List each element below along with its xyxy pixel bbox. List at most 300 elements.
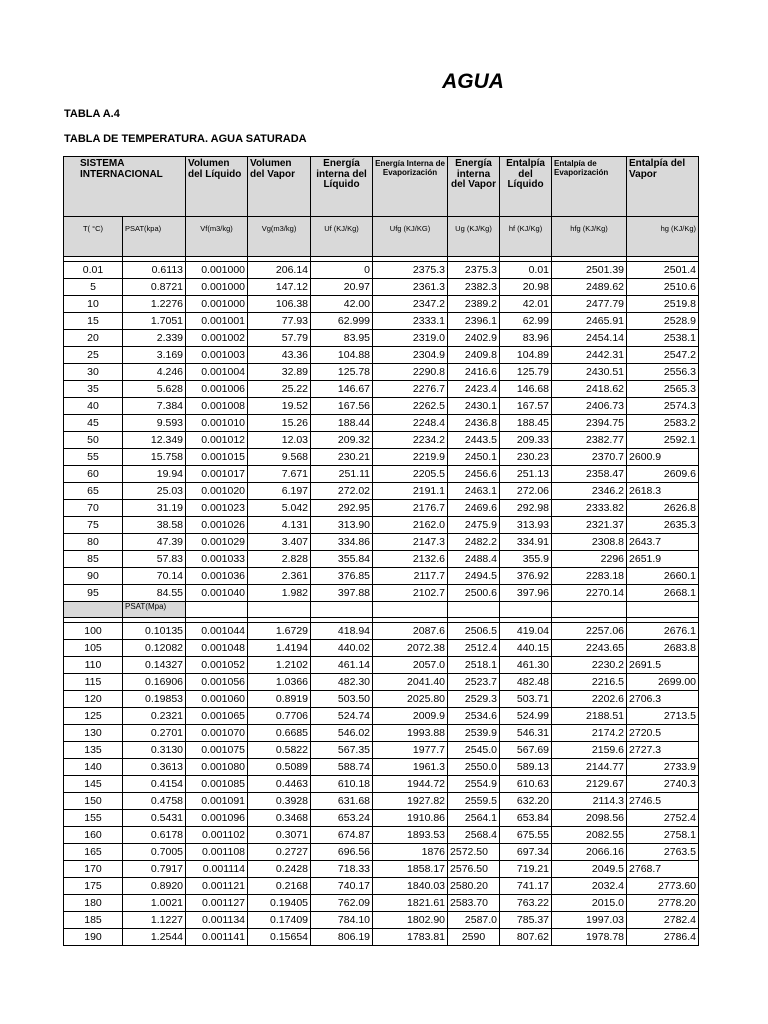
hfg-cell: 2144.77 — [552, 759, 627, 776]
hfg-cell: 2321.37 — [552, 517, 627, 534]
uf-cell: 610.18 — [311, 776, 373, 793]
table-row — [64, 568, 699, 585]
hfg-cell: 2370.7 — [552, 449, 627, 466]
ug-cell: 2456.6 — [448, 466, 500, 483]
uf-cell: 146.67 — [311, 381, 373, 398]
hf-cell: 546.31 — [500, 725, 552, 742]
temperature-cell: 125 — [64, 708, 123, 725]
temperature-cell: 95 — [64, 585, 123, 602]
hg-cell: 2547.2 — [627, 347, 699, 364]
temperature-cell: 25 — [64, 347, 123, 364]
table-row — [64, 466, 699, 483]
ufg-cell: 1927.82 — [373, 793, 448, 810]
vg-cell: 0.19405 — [248, 895, 311, 912]
hg-cell: 2583.2 — [627, 415, 699, 432]
hg-cell: 2691.5 — [627, 657, 699, 674]
hg-cell: 2618.3 — [627, 483, 699, 500]
uf-cell: 0 — [311, 262, 373, 279]
temperature-cell: 175 — [64, 878, 123, 895]
vg-cell: 106.38 — [248, 296, 311, 313]
ug-cell: 2590 — [448, 929, 500, 946]
temperature-cell: 35 — [64, 381, 123, 398]
vf-cell: 0.001060 — [186, 691, 248, 708]
psat-cell: 0.6113 — [123, 262, 186, 279]
uf-cell: 251.11 — [311, 466, 373, 483]
hg-cell: 2538.1 — [627, 330, 699, 347]
psat-cell: 12.349 — [123, 432, 186, 449]
uf-cell: 104.88 — [311, 347, 373, 364]
hfg-cell: 2358.47 — [552, 466, 627, 483]
hfg-cell: 2346.2 — [552, 483, 627, 500]
ufg-cell: 2276.7 — [373, 381, 448, 398]
header-system: SISTEMA INTERNACIONAL — [64, 157, 186, 217]
vg-cell: 5.042 — [248, 500, 311, 517]
table-row — [64, 895, 699, 912]
psat-cell: 0.3130 — [123, 742, 186, 759]
table-row — [64, 759, 699, 776]
vf-cell: 0.001020 — [186, 483, 248, 500]
ug-cell: 2506.5 — [448, 623, 500, 640]
unit-hg: hg (KJ/Kg) — [627, 217, 699, 257]
psat-cell: 0.6178 — [123, 827, 186, 844]
ug-cell: 2494.5 — [448, 568, 500, 585]
table-row — [64, 912, 699, 929]
temperature-cell: 160 — [64, 827, 123, 844]
vg-cell: 0.6685 — [248, 725, 311, 742]
unit-change-cell — [373, 602, 448, 618]
vf-cell: 0.001017 — [186, 466, 248, 483]
table-row — [64, 381, 699, 398]
ug-cell: 2559.5 — [448, 793, 500, 810]
hfg-cell: 2129.67 — [552, 776, 627, 793]
ug-cell: 2518.1 — [448, 657, 500, 674]
hf-cell: 675.55 — [500, 827, 552, 844]
vg-cell: 1.2102 — [248, 657, 311, 674]
hg-cell: 2660.1 — [627, 568, 699, 585]
ug-cell: 2568.4 — [448, 827, 500, 844]
psat-cell: 0.3613 — [123, 759, 186, 776]
ug-cell: 2583.70 — [448, 895, 500, 912]
hg-cell: 2565.3 — [627, 381, 699, 398]
vf-cell: 0.001052 — [186, 657, 248, 674]
psat-cell: 0.2321 — [123, 708, 186, 725]
ufg-cell: 2234.2 — [373, 432, 448, 449]
table-row — [64, 640, 699, 657]
vf-cell: 0.001134 — [186, 912, 248, 929]
temperature-cell: 65 — [64, 483, 123, 500]
temperature-cell: 145 — [64, 776, 123, 793]
table-row — [64, 449, 699, 466]
hfg-cell: 2418.62 — [552, 381, 627, 398]
unit-vf: Vf(m3/kg) — [186, 217, 248, 257]
saturated-water-table — [63, 156, 699, 946]
header-row — [64, 157, 699, 217]
unit-change-cell — [64, 602, 123, 618]
table-row — [64, 708, 699, 725]
ufg-cell: 1802.90 — [373, 912, 448, 929]
vg-cell: 0.2168 — [248, 878, 311, 895]
vf-cell: 0.001008 — [186, 398, 248, 415]
hf-cell: 376.92 — [500, 568, 552, 585]
uf-cell: 461.14 — [311, 657, 373, 674]
uf-cell: 292.95 — [311, 500, 373, 517]
ufg-cell: 1858.17 — [373, 861, 448, 878]
vf-cell: 0.001065 — [186, 708, 248, 725]
uf-cell: 397.88 — [311, 585, 373, 602]
table-row — [64, 279, 699, 296]
psat-cell: 0.10135 — [123, 623, 186, 640]
psat-cell: 0.4758 — [123, 793, 186, 810]
table-row — [64, 657, 699, 674]
unit-uf: Uf (KJ/Kg) — [311, 217, 373, 257]
hg-cell: 2643.7 — [627, 534, 699, 551]
psat-cell: 1.1227 — [123, 912, 186, 929]
hg-cell: 2556.3 — [627, 364, 699, 381]
hg-cell: 2773.60 — [627, 878, 699, 895]
table-row — [64, 313, 699, 330]
ufg-cell: 2219.9 — [373, 449, 448, 466]
hf-cell: 482.48 — [500, 674, 552, 691]
hg-cell: 2782.4 — [627, 912, 699, 929]
vf-cell: 0.001127 — [186, 895, 248, 912]
ufg-cell: 2041.40 — [373, 674, 448, 691]
uf-cell: 784.10 — [311, 912, 373, 929]
uf-cell: 83.95 — [311, 330, 373, 347]
psat-cell: 31.19 — [123, 500, 186, 517]
psat-cell: 3.169 — [123, 347, 186, 364]
psat-cell: 0.14327 — [123, 657, 186, 674]
hg-cell: 2683.8 — [627, 640, 699, 657]
hf-cell: 653.84 — [500, 810, 552, 827]
temperature-cell: 20 — [64, 330, 123, 347]
ug-cell: 2375.3 — [448, 262, 500, 279]
hfg-cell: 2188.51 — [552, 708, 627, 725]
psat-cell: 57.83 — [123, 551, 186, 568]
vg-cell: 1.0366 — [248, 674, 311, 691]
table-row — [64, 861, 699, 878]
vf-cell: 0.001040 — [186, 585, 248, 602]
ufg-cell: 2347.2 — [373, 296, 448, 313]
vg-cell: 3.407 — [248, 534, 311, 551]
vg-cell: 15.26 — [248, 415, 311, 432]
unit-hf: hf (KJ/Kg) — [500, 217, 552, 257]
temperature-cell: 60 — [64, 466, 123, 483]
uf-cell: 631.68 — [311, 793, 373, 810]
uf-cell: 653.24 — [311, 810, 373, 827]
hf-cell: 209.33 — [500, 432, 552, 449]
ufg-cell: 2304.9 — [373, 347, 448, 364]
ug-cell: 2482.2 — [448, 534, 500, 551]
unit-change-cell — [500, 602, 552, 618]
unit-change-row — [64, 602, 699, 618]
psat-cell: 0.7005 — [123, 844, 186, 861]
vf-cell: 0.001036 — [186, 568, 248, 585]
vg-cell: 0.5822 — [248, 742, 311, 759]
table-row — [64, 398, 699, 415]
vg-cell: 43.36 — [248, 347, 311, 364]
ug-cell: 2416.6 — [448, 364, 500, 381]
hfg-cell: 2283.18 — [552, 568, 627, 585]
uf-cell: 524.74 — [311, 708, 373, 725]
hf-cell: 334.91 — [500, 534, 552, 551]
ufg-cell: 1876 — [373, 844, 448, 861]
hg-cell: 2600.9 — [627, 449, 699, 466]
temperature-cell: 185 — [64, 912, 123, 929]
uf-cell: 62.999 — [311, 313, 373, 330]
vf-cell: 0.001003 — [186, 347, 248, 364]
unit-change-cell — [627, 602, 699, 618]
ufg-cell: 1993.88 — [373, 725, 448, 742]
unit-change-cell — [186, 602, 248, 618]
hfg-cell: 2406.73 — [552, 398, 627, 415]
hfg-cell: 2296 — [552, 551, 627, 568]
hf-cell: 741.17 — [500, 878, 552, 895]
temperature-cell: 85 — [64, 551, 123, 568]
table-row — [64, 364, 699, 381]
vg-cell: 9.568 — [248, 449, 311, 466]
ug-cell: 2423.4 — [448, 381, 500, 398]
hfg-cell: 2159.6 — [552, 742, 627, 759]
hfg-cell: 2216.5 — [552, 674, 627, 691]
hf-cell: 167.57 — [500, 398, 552, 415]
hfg-cell: 2394.75 — [552, 415, 627, 432]
vg-cell: 19.52 — [248, 398, 311, 415]
psat-cell: 0.8721 — [123, 279, 186, 296]
temperature-cell: 15 — [64, 313, 123, 330]
vf-cell: 0.001010 — [186, 415, 248, 432]
hfg-cell: 2098.56 — [552, 810, 627, 827]
uf-cell: 167.56 — [311, 398, 373, 415]
hg-cell: 2720.5 — [627, 725, 699, 742]
temperature-cell: 90 — [64, 568, 123, 585]
hf-cell: 62.99 — [500, 313, 552, 330]
uf-cell: 272.02 — [311, 483, 373, 500]
vf-cell: 0.001096 — [186, 810, 248, 827]
hfg-cell: 2032.4 — [552, 878, 627, 895]
ug-cell: 2500.6 — [448, 585, 500, 602]
document-title: AGUA — [442, 70, 504, 93]
hg-cell: 2713.5 — [627, 708, 699, 725]
vf-cell: 0.001023 — [186, 500, 248, 517]
uf-cell: 42.00 — [311, 296, 373, 313]
ug-cell: 2469.6 — [448, 500, 500, 517]
hf-cell: 104.89 — [500, 347, 552, 364]
ug-cell: 2512.4 — [448, 640, 500, 657]
psat-cell: 1.2276 — [123, 296, 186, 313]
psat-cell: 0.19853 — [123, 691, 186, 708]
ufg-cell: 2102.7 — [373, 585, 448, 602]
vg-cell: 0.7706 — [248, 708, 311, 725]
vg-cell: 0.3071 — [248, 827, 311, 844]
hfg-cell: 2230.2 — [552, 657, 627, 674]
hg-cell: 2699.00 — [627, 674, 699, 691]
uf-cell: 567.35 — [311, 742, 373, 759]
hfg-cell: 2257.06 — [552, 623, 627, 640]
ufg-cell: 2176.7 — [373, 500, 448, 517]
hfg-cell: 2049.5 — [552, 861, 627, 878]
ug-cell: 2463.1 — [448, 483, 500, 500]
vf-cell: 0.001080 — [186, 759, 248, 776]
header-hf: Entalpía del Líquido — [500, 157, 552, 217]
ug-cell: 2475.9 — [448, 517, 500, 534]
uf-cell: 740.17 — [311, 878, 373, 895]
vf-cell: 0.001000 — [186, 296, 248, 313]
hf-cell: 188.45 — [500, 415, 552, 432]
vg-cell: 0.17409 — [248, 912, 311, 929]
table-row — [64, 725, 699, 742]
hf-cell: 610.63 — [500, 776, 552, 793]
hfg-cell: 2477.79 — [552, 296, 627, 313]
temperature-cell: 135 — [64, 742, 123, 759]
hg-cell: 2768.7 — [627, 861, 699, 878]
vf-cell: 0.001141 — [186, 929, 248, 946]
temperature-cell: 120 — [64, 691, 123, 708]
vg-cell: 77.93 — [248, 313, 311, 330]
vg-cell: 1.6729 — [248, 623, 311, 640]
psat-cell: 2.339 — [123, 330, 186, 347]
vf-cell: 0.001006 — [186, 381, 248, 398]
hfg-cell: 2243.65 — [552, 640, 627, 657]
hg-cell: 2740.3 — [627, 776, 699, 793]
ug-cell: 2389.2 — [448, 296, 500, 313]
hf-cell: 719.21 — [500, 861, 552, 878]
uf-cell: 806.19 — [311, 929, 373, 946]
uf-cell: 188.44 — [311, 415, 373, 432]
uf-cell: 334.86 — [311, 534, 373, 551]
temperature-cell: 70 — [64, 500, 123, 517]
vg-cell: 0.3468 — [248, 810, 311, 827]
vf-cell: 0.001033 — [186, 551, 248, 568]
unit-psat: PSAT(kpa) — [123, 217, 186, 257]
table-row — [64, 776, 699, 793]
temperature-cell: 100 — [64, 623, 123, 640]
temperature-cell: 155 — [64, 810, 123, 827]
vg-cell: 206.14 — [248, 262, 311, 279]
hfg-cell: 2174.2 — [552, 725, 627, 742]
table-row — [64, 432, 699, 449]
ug-cell: 2572.50 — [448, 844, 500, 861]
vg-cell: 32.89 — [248, 364, 311, 381]
ufg-cell: 2072.38 — [373, 640, 448, 657]
hf-cell: 697.34 — [500, 844, 552, 861]
uf-cell: 20.97 — [311, 279, 373, 296]
ug-cell: 2580.20 — [448, 878, 500, 895]
table-row — [64, 330, 699, 347]
hfg-cell: 2430.51 — [552, 364, 627, 381]
ufg-cell: 1893.53 — [373, 827, 448, 844]
hg-cell: 2733.9 — [627, 759, 699, 776]
hf-cell: 230.23 — [500, 449, 552, 466]
vg-cell: 1.4194 — [248, 640, 311, 657]
ufg-cell: 1961.3 — [373, 759, 448, 776]
ufg-cell: 1910.86 — [373, 810, 448, 827]
unit-change-cell — [248, 602, 311, 618]
hf-cell: 20.98 — [500, 279, 552, 296]
table-row — [64, 534, 699, 551]
ug-cell: 2539.9 — [448, 725, 500, 742]
hfg-cell: 2015.0 — [552, 895, 627, 912]
psat-cell: 5.628 — [123, 381, 186, 398]
ufg-cell: 1840.03 — [373, 878, 448, 895]
vg-cell: 0.4463 — [248, 776, 311, 793]
vg-cell: 0.5089 — [248, 759, 311, 776]
hfg-cell: 2202.6 — [552, 691, 627, 708]
hfg-cell: 2270.14 — [552, 585, 627, 602]
hf-cell: 567.69 — [500, 742, 552, 759]
ug-cell: 2409.8 — [448, 347, 500, 364]
vf-cell: 0.001048 — [186, 640, 248, 657]
ufg-cell: 2087.6 — [373, 623, 448, 640]
table-row — [64, 929, 699, 946]
psat-cell: 0.12082 — [123, 640, 186, 657]
vg-cell: 1.982 — [248, 585, 311, 602]
vf-cell: 0.001108 — [186, 844, 248, 861]
ug-cell: 2529.3 — [448, 691, 500, 708]
temperature-cell: 140 — [64, 759, 123, 776]
hfg-cell: 2066.16 — [552, 844, 627, 861]
vg-cell: 0.15654 — [248, 929, 311, 946]
psat-cell: 1.0021 — [123, 895, 186, 912]
hg-cell: 2706.3 — [627, 691, 699, 708]
vf-cell: 0.001121 — [186, 878, 248, 895]
psat-cell: 9.593 — [123, 415, 186, 432]
psat-cell: 7.384 — [123, 398, 186, 415]
ug-cell: 2396.1 — [448, 313, 500, 330]
psat-cell: 4.246 — [123, 364, 186, 381]
uf-cell: 355.84 — [311, 551, 373, 568]
hf-cell: 503.71 — [500, 691, 552, 708]
ufg-cell: 2057.0 — [373, 657, 448, 674]
hf-cell: 589.13 — [500, 759, 552, 776]
ug-cell: 2550.0 — [448, 759, 500, 776]
vg-cell: 25.22 — [248, 381, 311, 398]
hfg-cell: 1997.03 — [552, 912, 627, 929]
ug-cell: 2402.9 — [448, 330, 500, 347]
table-label: TABLA A.4 — [64, 108, 120, 120]
hg-cell: 2778.20 — [627, 895, 699, 912]
unit-change-cell — [552, 602, 627, 618]
vg-cell: 4.131 — [248, 517, 311, 534]
table-row — [64, 483, 699, 500]
table-row — [64, 500, 699, 517]
ug-cell: 2488.4 — [448, 551, 500, 568]
temperature-cell: 190 — [64, 929, 123, 946]
table-row — [64, 878, 699, 895]
hfg-cell: 2082.55 — [552, 827, 627, 844]
uf-cell: 546.02 — [311, 725, 373, 742]
table-row — [64, 844, 699, 861]
table-row — [64, 551, 699, 568]
vf-cell: 0.001004 — [186, 364, 248, 381]
unit-hfg: hfg (KJ/Kg) — [552, 217, 627, 257]
hfg-cell: 2454.14 — [552, 330, 627, 347]
vg-cell: 2.361 — [248, 568, 311, 585]
hf-cell: 251.13 — [500, 466, 552, 483]
hg-cell: 2592.1 — [627, 432, 699, 449]
hg-cell: 2752.4 — [627, 810, 699, 827]
psat-cell: 15.758 — [123, 449, 186, 466]
unit-ufg: Ufg (KJ/KG) — [373, 217, 448, 257]
hg-cell: 2746.5 — [627, 793, 699, 810]
psat-cell: 0.16906 — [123, 674, 186, 691]
ufg-cell: 2132.6 — [373, 551, 448, 568]
ufg-cell: 2162.0 — [373, 517, 448, 534]
ug-cell: 2545.0 — [448, 742, 500, 759]
hfg-cell: 2465.91 — [552, 313, 627, 330]
ug-cell: 2554.9 — [448, 776, 500, 793]
hg-cell: 2668.1 — [627, 585, 699, 602]
ufg-cell: 1821.61 — [373, 895, 448, 912]
